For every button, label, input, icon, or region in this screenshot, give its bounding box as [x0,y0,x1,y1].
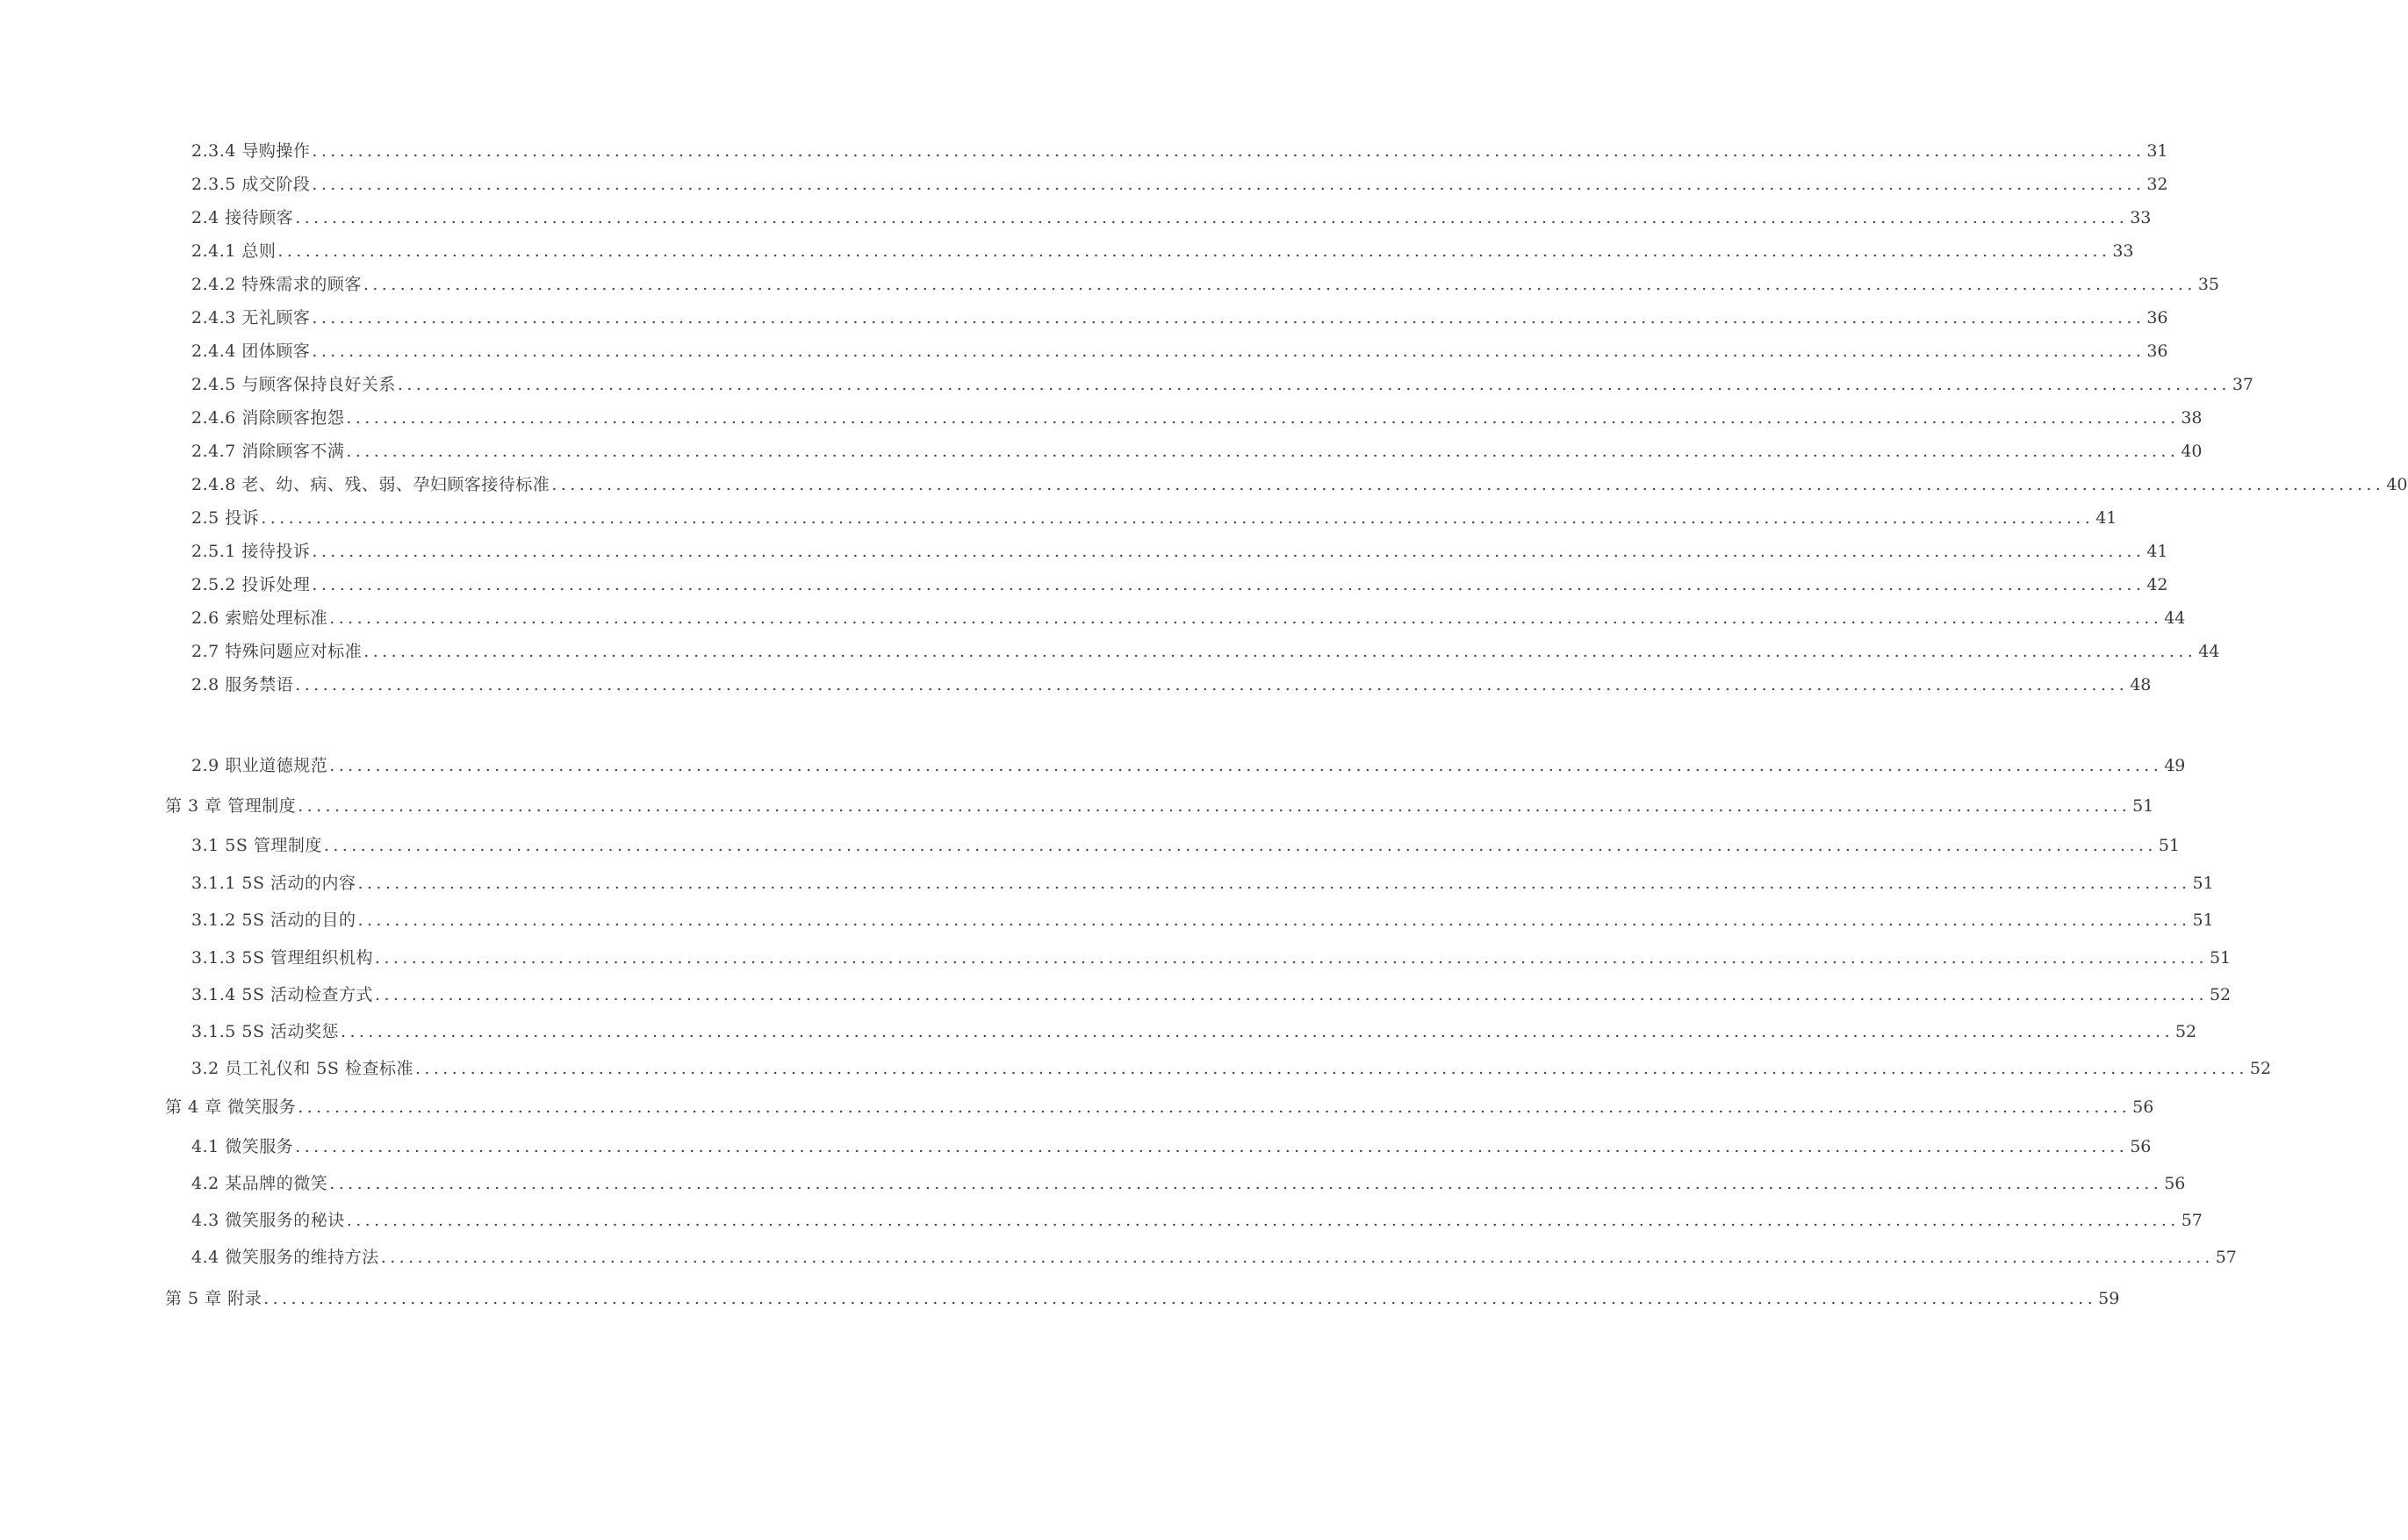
toc-entry[interactable] [191,169,2168,195]
toc-leader-dots: ........................................................................................................................................................................................................ [312,141,2146,161]
toc-leader-dots: ........................................................................................................................................................................................................ [323,836,2157,855]
toc-entry-title: 4.4 微笑服务的维持方法 [191,1248,379,1267]
toc-entry-title: 3.1 5S 管理制度 [191,836,322,855]
toc-leader-dots: ........................................................................................................................................................................................................ [312,308,2146,327]
toc-entry-page: 56 [2130,1137,2152,1156]
toc-entry[interactable] [165,1091,2154,1118]
toc-entry-page: 57 [2181,1211,2203,1230]
toc-leader-dots: ........................................................................................................................................................................................................ [363,275,2196,294]
toc-entry-title: 2.5.2 投诉处理 [191,575,311,594]
toc-entry-page: 56 [2132,1097,2154,1117]
toc-entry[interactable] [191,942,2232,968]
toc-leader-dots: ........................................................................................................................................................................................................ [295,208,2129,227]
toc-entry-title: 2.4.2 特殊需求的顾客 [191,275,362,294]
toc-leader-dots: ........................................................................................................................................................................................................ [329,1174,2163,1193]
toc-leader-dots: ........................................................................................................................................................................................................ [375,948,2208,968]
toc-entry-page: 48 [2130,675,2152,694]
toc-entry-title: 4.1 微笑服务 [191,1137,294,1156]
toc-entry-page: 49 [2164,756,2186,775]
toc-entry[interactable] [191,202,2152,228]
toc-entry-page: 44 [2164,608,2186,628]
toc-leader-dots: ........................................................................................................................................................................................................ [357,874,2191,893]
toc-entry-page: 52 [2174,1022,2197,1041]
toc-leader-dots: ........................................................................................................................................................................................................ [346,408,2180,428]
toc-entry-page: 41 [2146,542,2168,561]
toc-entry-title: 2.4.5 与顾客保持良好关系 [191,375,396,394]
toc-entry[interactable] [191,1016,2197,1042]
toc-leader-dots: ........................................................................................................................................................................................................ [329,756,2163,775]
toc-entry[interactable] [191,135,2168,162]
toc-entry-title: 第 4 章 微笑服务 [165,1097,297,1117]
toc-entry[interactable] [191,979,2232,1005]
toc-leader-dots: ........................................................................................................................................................................................................ [312,542,2146,561]
toc-leader-dots: ........................................................................................................................................................................................................ [414,1059,2248,1078]
toc-entry-page: 32 [2146,175,2168,194]
toc-leader-dots: ........................................................................................................................................................................................................ [357,910,2191,930]
toc-entry-page: 51 [2192,874,2214,893]
toc-entry[interactable] [191,1241,2237,1268]
toc-entry-title: 3.1.2 5S 活动的目的 [191,910,356,930]
toc-entry[interactable] [191,750,2186,776]
toc-leader-dots: ........................................................................................................................................................................................................ [551,475,2385,494]
toc-leader-dots: ........................................................................................................................................................................................................ [312,175,2146,194]
toc-leader-dots: ........................................................................................................................................................................................................ [295,675,2129,694]
toc-leader-dots: ........................................................................................................................................................................................................ [277,241,2111,261]
toc-entry-title: 2.4.6 消除顾客抱怨 [191,408,345,428]
toc-entry-page: 56 [2164,1174,2186,1193]
toc-entry-page: 42 [2146,575,2168,594]
toc-entry[interactable] [191,602,2186,629]
toc-entry-title: 2.4.4 团体顾客 [191,342,311,361]
toc-entry[interactable] [165,1283,2120,1309]
toc-entry-page: 33 [2130,208,2152,227]
toc-entry-page: 36 [2146,342,2168,361]
toc-entry[interactable] [191,904,2214,931]
toc-entry-title: 4.3 微笑服务的秘诀 [191,1211,345,1230]
toc-entry-title: 2.4.7 消除顾客不满 [191,442,345,461]
toc-entry-page: 35 [2197,275,2219,294]
toc-entry[interactable] [191,335,2168,362]
toc-entry-title: 2.4.1 总则 [191,241,277,261]
toc-entry-title: 第 5 章 附录 [165,1289,262,1308]
toc-entry[interactable] [191,402,2203,428]
toc-entry-page: 31 [2146,141,2168,161]
toc-leader-dots: ........................................................................................................................................................................................................ [363,642,2197,661]
toc-entry-title: 2.9 职业道德规范 [191,756,328,775]
toc-entry-page: 41 [2095,508,2117,528]
toc-entry[interactable] [191,636,2220,662]
toc-entry-page: 40 [2386,475,2408,494]
toc-entry[interactable] [191,569,2168,595]
toc-leader-dots: ........................................................................................................................................................................................................ [312,342,2146,361]
toc-entry[interactable] [191,302,2168,328]
toc-entry[interactable] [191,502,2117,529]
toc-entry[interactable] [191,669,2152,695]
toc-entry-title: 2.5.1 接待投诉 [191,542,311,561]
toc-entry[interactable] [191,830,2181,856]
toc-entry-page: 52 [2209,985,2232,1004]
toc-entry-page: 44 [2198,642,2220,661]
toc-leader-dots: ........................................................................................................................................................................................................ [298,1097,2131,1117]
toc-entry-title: 3.2 员工礼仪和 5S 检查标准 [191,1059,413,1078]
toc-leader-dots: ........................................................................................................................................................................................................ [261,508,2095,528]
toc-entry-title: 2.4.8 老、幼、病、残、弱、孕妇顾客接待标准 [191,475,550,494]
toc-entry[interactable] [191,1205,2203,1231]
toc-entry-title: 2.4.3 无礼顾客 [191,308,311,327]
toc-entry-page: 52 [2249,1059,2272,1078]
toc-entry-page: 51 [2192,910,2214,930]
toc-entry[interactable] [191,1131,2152,1157]
toc-entry[interactable] [191,469,2408,495]
toc-entry-page: 51 [2158,836,2181,855]
toc-entry[interactable] [165,790,2154,817]
toc-entry[interactable] [191,536,2168,562]
toc-entry-title: 3.1.4 5S 活动检查方式 [191,985,374,1004]
toc-entry-page: 57 [2215,1248,2237,1267]
toc-entry-title: 3.1.1 5S 活动的内容 [191,874,356,893]
toc-entry-title: 2.7 特殊问题应对标准 [191,642,363,661]
toc-leader-dots: ........................................................................................................................................................................................................ [263,1289,2097,1308]
toc-leader-dots: ........................................................................................................................................................................................................ [298,796,2131,816]
toc-entry-page: 37 [2232,375,2253,394]
toc-entry-page: 51 [2132,796,2154,816]
toc-entry-title: 2.4 接待顾客 [191,208,294,227]
toc-entry[interactable] [191,1053,2272,1079]
toc-entry-title: 2.3.4 导购操作 [191,141,311,161]
toc-entry-page: 59 [2098,1289,2120,1308]
toc-entry-page: 51 [2209,948,2232,968]
toc-entry[interactable] [191,1168,2186,1194]
toc-entry-title: 3.1.3 5S 管理组织机构 [191,948,374,968]
toc-leader-dots: ........................................................................................................................................................................................................ [341,1022,2174,1041]
toc-entry-page: 38 [2181,408,2203,428]
toc-entry-page: 40 [2181,442,2203,461]
toc-entry-title: 2.6 索赔处理标准 [191,608,328,628]
toc-entry-page: 36 [2146,308,2168,327]
toc-leader-dots: ........................................................................................................................................................................................................ [375,985,2208,1004]
toc-entry[interactable] [191,235,2134,262]
toc-entry-title: 2.5 投诉 [191,508,260,528]
toc-entry-title: 2.8 服务禁语 [191,675,294,694]
toc-leader-dots: ........................................................................................................................................................................................................ [397,375,2231,394]
toc-leader-dots: ........................................................................................................................................................................................................ [346,1211,2180,1230]
toc-entry[interactable] [191,867,2214,894]
toc-leader-dots: ........................................................................................................................................................................................................ [312,575,2146,594]
toc-entry-title: 2.3.5 成交阶段 [191,175,311,194]
toc-entry-title: 第 3 章 管理制度 [165,796,297,816]
toc-entry-title: 3.1.5 5S 活动奖惩 [191,1022,340,1041]
toc-entry-page: 33 [2112,241,2134,261]
toc-leader-dots: ........................................................................................................................................................................................................ [380,1248,2214,1267]
toc-leader-dots: ........................................................................................................................................................................................................ [329,608,2163,628]
toc-leader-dots: ........................................................................................................................................................................................................ [295,1137,2129,1156]
toc-entry-title: 4.2 某品牌的微笑 [191,1174,328,1193]
toc-entry[interactable] [191,435,2203,462]
toc-entry[interactable] [191,269,2219,295]
toc-entry[interactable] [191,369,2253,395]
toc-leader-dots: ........................................................................................................................................................................................................ [346,442,2180,461]
